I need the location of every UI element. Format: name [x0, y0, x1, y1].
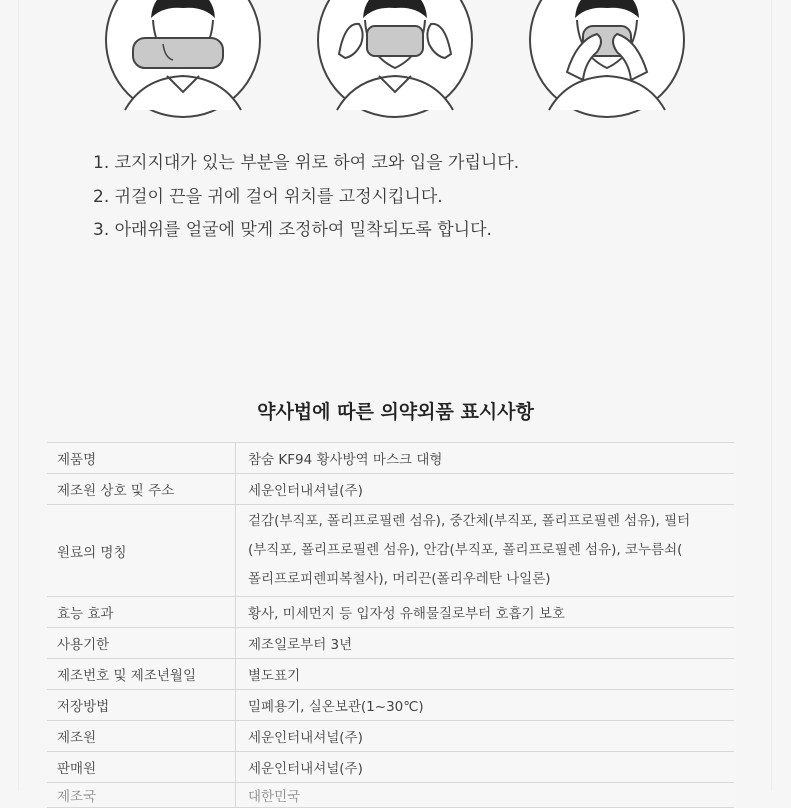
table-row — [47, 474, 734, 505]
row-value — [236, 505, 735, 597]
product-info-table — [47, 442, 734, 808]
table-row — [47, 690, 734, 721]
table-row — [47, 659, 734, 690]
section-title: 약사법에 따른 의약외품 표시사항 — [257, 401, 534, 423]
row-label: 제조원 상호 및 주소 — [47, 474, 236, 505]
table-row — [47, 752, 734, 783]
table-row — [47, 628, 734, 659]
row-label: 제조원 — [47, 721, 236, 752]
row-value: 밀폐용기, 실온보관(1~30℃) — [236, 690, 735, 721]
row-label: 제조국 — [47, 783, 236, 808]
instruction-step-2: 2. 귀걸이 끈을 귀에 걸어 위치를 고정시킵니다. — [93, 186, 443, 207]
row-label: 원료의 명칭 — [47, 505, 236, 597]
table-row — [47, 721, 734, 752]
row-label: 사용기한 — [47, 628, 236, 659]
row-value: 별도표기 — [236, 659, 735, 690]
row-value: 제조일로부터 3년 — [236, 628, 735, 659]
table-row — [47, 505, 734, 597]
row-value: 대한민국 — [236, 783, 735, 808]
step2-illustration — [315, 0, 475, 120]
row-value-line: (부직포, 폴리프로필렌 섬유), 안감(부직포, 폴리프로필렌 섬유), 코누름쇠( — [248, 542, 683, 558]
row-value: 황사, 미세먼지 등 입자성 유해물질로부터 호흡기 보호 — [236, 597, 735, 628]
row-label: 판매원 — [47, 752, 236, 783]
row-value-line: 폴리프로피렌피복철사), 머리끈(폴리우레탄 나일론) — [248, 571, 551, 587]
step1-illustration — [103, 0, 263, 120]
row-label: 저장방법 — [47, 690, 236, 721]
row-label: 제조번호 및 제조년월일 — [47, 659, 236, 690]
usage-instructions — [93, 147, 519, 248]
row-value: 세운인터내셔널(주) — [236, 752, 735, 783]
row-value: 참숨 KF94 황사방역 마스크 대형 — [236, 443, 735, 474]
table-row — [47, 783, 734, 808]
step3-illustration — [527, 0, 687, 120]
row-label: 제품명 — [47, 443, 236, 474]
row-value-line: 겉감(부직포, 폴리프로필렌 섬유), 중간체(부직포, 폴리프로필렌 섬유), 필터 — [248, 513, 691, 529]
row-value: 세운인터내셔널(주) — [236, 721, 735, 752]
instruction-step-3: 3. 아래위를 얼굴에 맞게 조정하여 밀착되도록 합니다. — [93, 220, 492, 240]
instruction-step-1: 1. 코지지대가 있는 부분을 위로 하여 코와 입을 가립니다. — [93, 153, 520, 173]
mask-usage-illustrations — [0, 0, 791, 130]
row-label: 효능 효과 — [47, 597, 236, 628]
table-row — [47, 443, 734, 474]
row-value: 세운인터내셔널(주) — [236, 474, 735, 505]
table-row — [47, 597, 734, 628]
